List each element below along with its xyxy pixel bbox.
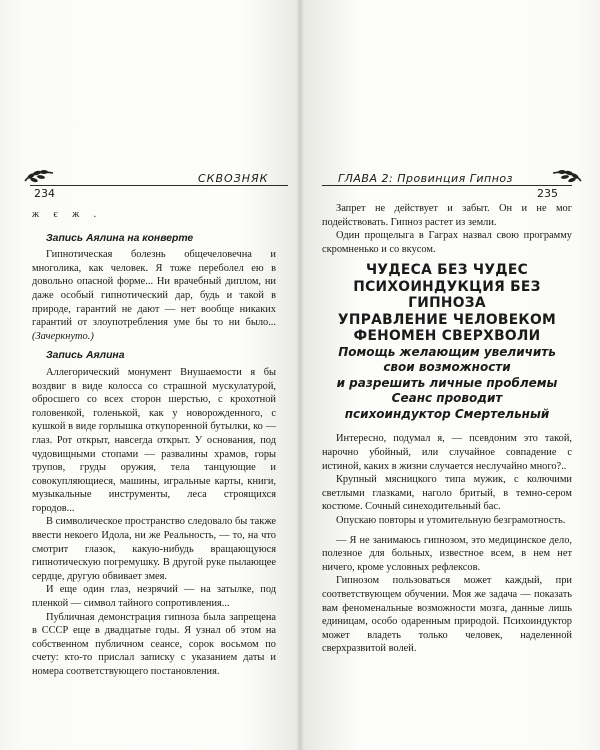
poster-script-line: свои возможности [383,360,511,375]
crossed-out-note: (Зачеркнуто.) [32,330,94,342]
left-body-text [32,206,276,679]
header-rule [322,185,572,186]
paragraph: Один прощелыга в Гаграх назвал свою программу скромненько и со вкусом. [322,230,572,255]
header-rule [30,185,288,186]
paragraph: Крупный мясницкого типа мужик, с колючими светлыми глазками, наголо бритый, в темно-сером костюме. Сочный синеходительный бас. [322,474,572,513]
paragraph: И еще один глаз, незрячий — на затылке, под пленкой — символ тайного сопротивления... [32,584,276,610]
section-title: Запись Аялина на конверте [46,232,194,244]
paragraph: В символическое пространство следовало бы также ввести некоего Идола, ни же Реальность, — то, на что смотрит глазок, какую-нибудь вращающуюся гипнотическую погремушку. В другой руке пылающее сердце, другую обвивает змея. [32,516,276,582]
right-body-text [322,202,572,656]
paragraph: Интересно, подумал я, — псевдоним это такой, нарочно убойный, или случайное совпадение с истиной, каких в жизни случается неслучайно много?.. [322,433,572,472]
page-number-left: 234 [34,187,55,200]
poster-caps-line: ЧУДЕСА БЕЗ ЧУДЕС [365,262,529,279]
wreath-ornament-icon [550,159,584,187]
poster-script-line: Сеанс проводит [391,391,503,406]
paragraph-text: Гипнотическая болезнь общечеловечна и многолика, как человек. Я тоже переболел ею в довольно опасной форме... Ни врачебный диплом, ни даже особый гипнотический дар, будь и такой в природе, гарантий не дают — нет вообще никаких гарантий от злоупотребления уме бы то ни было... [32,249,276,329]
paragraph [32,248,276,343]
poster-caps-line: ПСИХОИНДУКЦИЯ БЕЗ ГИПНОЗА [353,278,541,312]
wreath-ornament-icon [22,159,56,187]
poster-script-line: Помощь желающим увеличить [338,344,556,359]
poster-caps-line: УПРАВЛЕНИЕ ЧЕЛОВЕКОМ [337,311,557,328]
section-separator: ж є ж . [32,209,103,220]
running-head-right: ГЛАВА 2: Провинция Гипноз [338,172,513,185]
paragraph: Публичная демонстрация гипноза была запрещена в СССР еще в двадцатые годы. Я узнал об этом на собственном публичном сеансе, сорок восьмом по счету: кто-то прислал записку с указанием даты и номера соответствующего постановления. [32,611,276,677]
paragraph: Опускаю повторы и утомительную безграмотность. [336,514,566,526]
running-head-left: СКВОЗНЯК [198,172,269,185]
paragraph: — Я не занимаюсь гипнозом, это медицинское дело, полезное для больных, известное всем, в нем нет ничего, кроме условных рефлексов. [322,534,572,573]
paragraph: Запрет не действует и забыт. Он и не мог подействовать. Гипноз растет из земли. [322,203,572,228]
right-page [300,0,600,750]
paragraph: Аллегорический монумент Внушаемости я бы воздвиг в виде колосса со страшной мускулатурой, обросшего со всех сторон шерстью, с крохотной головенкой, голенькой, как у новорожденного, с кушкой в виде горлышка откупоренной бутылки, ко — глаз. Рот открыт, навсегда открыт. У основания, под чудовищными стопами — развалины храмов, горы трупов, груды оружия, тела танцующие и совокупляющиеся, машины, игральные карты, книги, музыкальные инструменты, леса строящихся городов... [32,366,276,514]
poster-caps-line: ФЕНОМЕН СВЕРХВОЛИ [353,328,541,345]
poster-script-line: психоиндуктор Смертельный [344,406,550,421]
poster-script-line: и разрешить личные проблемы [336,375,558,390]
paragraph: Гипнозом пользоваться может каждый, при соответствующем обучении. Моя же задача — показать вам феноменальные возможности мозга, данные лишь единицам, особо одаренным природой. Психоиндуктор может владеть только человек, наделенной сверхразвитой волей. [322,575,572,655]
book-gutter [296,0,304,750]
section-title: Запись Аялина [46,350,125,362]
page-number-right: 235 [537,187,558,200]
program-poster [322,262,572,422]
